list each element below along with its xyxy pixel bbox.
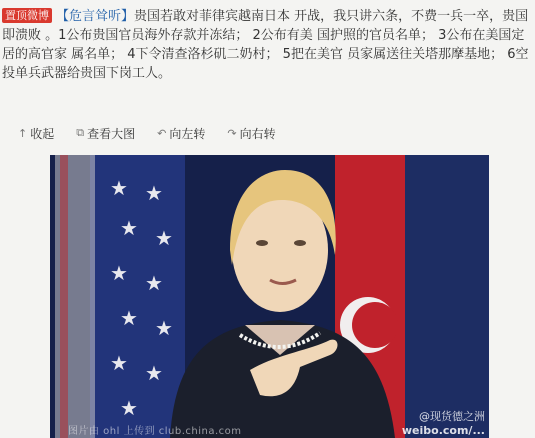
post-tag[interactable]: 【危言耸听】 [56, 9, 135, 24]
external-link-icon: ⧉ [76, 126, 85, 139]
svg-text:★: ★ [145, 361, 163, 385]
view-large-button[interactable] [76, 125, 135, 142]
rotate-left-label: 向左转 [169, 126, 206, 141]
rotate-right-button[interactable] [227, 125, 275, 142]
svg-text:★: ★ [120, 396, 138, 420]
svg-text:★: ★ [110, 261, 128, 285]
pinned-badge: 置顶微博 [2, 8, 52, 23]
weibo-watermark-url: weibo.com/... [401, 424, 485, 437]
svg-text:★: ★ [110, 351, 128, 375]
us-flag [55, 155, 185, 438]
svg-text:★: ★ [120, 306, 138, 330]
image-toolbar [18, 124, 298, 142]
photo-caption: 图片由 ohl 上传到 club.china.com [68, 426, 242, 437]
svg-text:★: ★ [155, 316, 173, 340]
svg-text:★: ★ [120, 216, 138, 240]
view-large-label: 查看大图 [87, 126, 136, 141]
rotate-right-label: 向右转 [239, 126, 276, 141]
svg-text:★: ★ [155, 226, 173, 250]
svg-text:★: ★ [145, 181, 163, 205]
svg-text:★: ★ [110, 176, 128, 200]
arrow-up-icon: ↑ [18, 126, 28, 140]
collapse-button[interactable] [18, 125, 54, 142]
post-text [2, 7, 532, 83]
photo-illustration [50, 155, 489, 438]
rotate-left-button[interactable] [157, 125, 205, 142]
post-photo[interactable] [50, 155, 489, 438]
weibo-watermark-handle: @现货德之洲 [419, 410, 485, 423]
rotate-left-icon: ↶ [157, 126, 167, 140]
svg-text:★: ★ [145, 271, 163, 295]
rotate-right-icon: ↷ [227, 126, 237, 140]
collapse-label: 收起 [30, 126, 55, 141]
post-body: 贵国若敢对菲律宾越南日本 开战，我只讲六条，不费一兵一卒，贵国即溃败 。1公布贵国官员海外存款并冻结； 2公布有美 国护照的官员名单； 3公布在美国定居的高官家 属名单； 4下令清查洛杉矶二奶村； 5把在美官 员家属送往关塔那摩基地； 6空投单兵武器给贵国下岗工人。 [2, 9, 529, 81]
